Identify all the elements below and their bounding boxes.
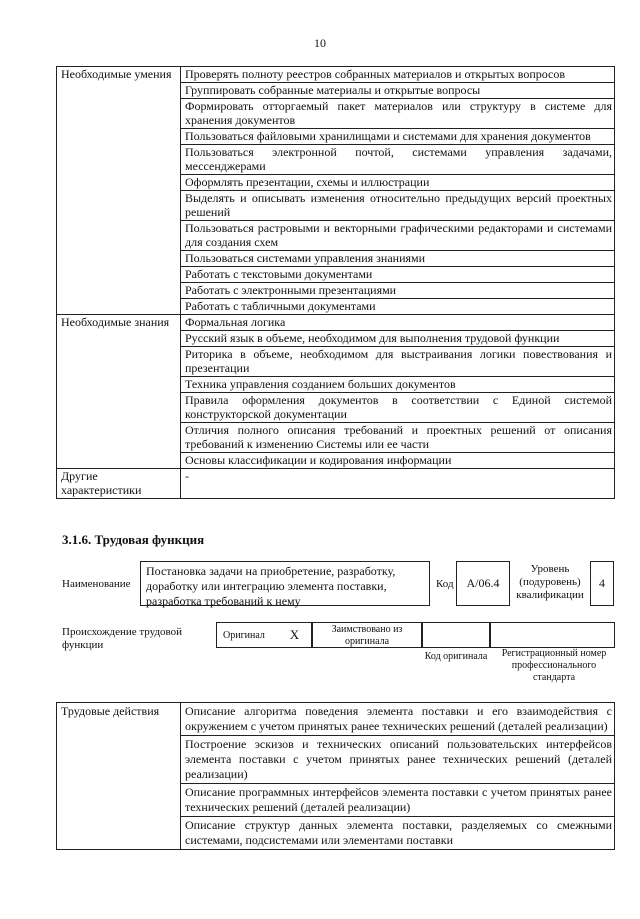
row-item: Группировать собранные материалы и открытые вопросы — [181, 83, 615, 99]
original-mark: X — [278, 622, 312, 648]
row-item: Описание алгоритма поведения элемента поставки и его взаимодействия с окружением с учетом принятых ранее технических решений (деталей реализации) — [181, 703, 615, 736]
row-item: Пользоваться файловыми хранилищами и системами для хранения документов — [181, 129, 615, 145]
actions-table — [56, 702, 615, 850]
row-item: Работать с табличными документами — [181, 299, 615, 315]
function-code-field: A/06.4 — [456, 561, 510, 606]
row-item: Русский язык в объеме, необходимом для выполнения трудовой функции — [181, 331, 615, 347]
row-item: Проверять полноту реестров собранных материалов и открытых вопросов — [181, 67, 615, 83]
level-field: 4 — [590, 561, 614, 606]
function-name-field: Постановка задачи на приобретение, разработку, доработку или интеграцию элемента поставки, разработка требований к нему — [140, 561, 430, 606]
original-label: Оригинал — [216, 622, 278, 648]
row-item: Описание структур данных элемента поставки, разделяемых со смежными системами, подсистемами или элементами поставки — [181, 817, 615, 850]
requirements-table — [56, 66, 615, 499]
row-item: Работать с электронными презентациями — [181, 283, 615, 299]
level-label: Уровень (подуровень) квалификации — [516, 563, 584, 601]
reg-number-label: Регистрационный номер профессионального стандарта — [501, 648, 607, 683]
row-item: Пользоваться растровыми и векторными графическими редакторами и системами для создания схем — [181, 221, 615, 251]
row-item: Техника управления созданием больших документов — [181, 377, 615, 393]
row-category: Необходимые умения — [57, 67, 181, 315]
code-original-label: Код оригинала — [424, 651, 488, 662]
table-row — [57, 315, 615, 331]
row-item: - — [181, 469, 615, 499]
row-item: Пользоваться системами управления знаниями — [181, 251, 615, 267]
row-item: Описание программных интерфейсов элемента поставки с учетом принятых ранее технических решений (деталей реализации) — [181, 784, 615, 817]
row-item: Формировать отторгаемый пакет материалов или структуру в системе для хранения документов — [181, 99, 615, 129]
row-item: Риторика в объеме, необходимом для выстраивания логики повествования и презентации — [181, 347, 615, 377]
row-category: Трудовые действия — [57, 703, 181, 850]
row-item: Пользоваться электронной почтой, системами управления задачами, мессенджерами — [181, 145, 615, 175]
row-item: Отличия полного описания требований и проектных решений от описания требований к изменению Системы или ее части — [181, 423, 615, 453]
row-item: Работать с текстовыми документами — [181, 267, 615, 283]
row-item: Формальная логика — [181, 315, 615, 331]
row-category: Другие характеристики — [57, 469, 181, 499]
row-category: Необходимые знания — [57, 315, 181, 469]
row-item: Оформлять презентации, схемы и иллюстрации — [181, 175, 615, 191]
code-label: Код — [436, 578, 454, 590]
row-item: Выделять и описывать изменения относительно предыдущих версий проектных решений — [181, 191, 615, 221]
section-title: 3.1.6. Трудовая функция — [62, 532, 205, 547]
page-number: 10 — [314, 36, 326, 50]
row-item: Правила оформления документов в соответствии с Единой системой конструкторской документации — [181, 393, 615, 423]
table-row — [57, 469, 615, 499]
table-row — [57, 703, 615, 736]
row-item: Построение эскизов и технических описаний пользовательских интерфейсов элемента поставки с учетом принятых ранее технических решений (деталей реализации) — [181, 736, 615, 784]
borrowed-label: Заимствовано из оригинала — [312, 622, 422, 648]
table-row — [57, 67, 615, 83]
row-item: Основы классификации и кодирования информации — [181, 453, 615, 469]
origin-label: Происхождение трудовой функции — [62, 626, 183, 651]
original-code-field — [422, 622, 490, 648]
origin-row — [216, 622, 615, 648]
reg-number-field — [490, 622, 615, 648]
name-label: Наименование — [62, 578, 131, 590]
